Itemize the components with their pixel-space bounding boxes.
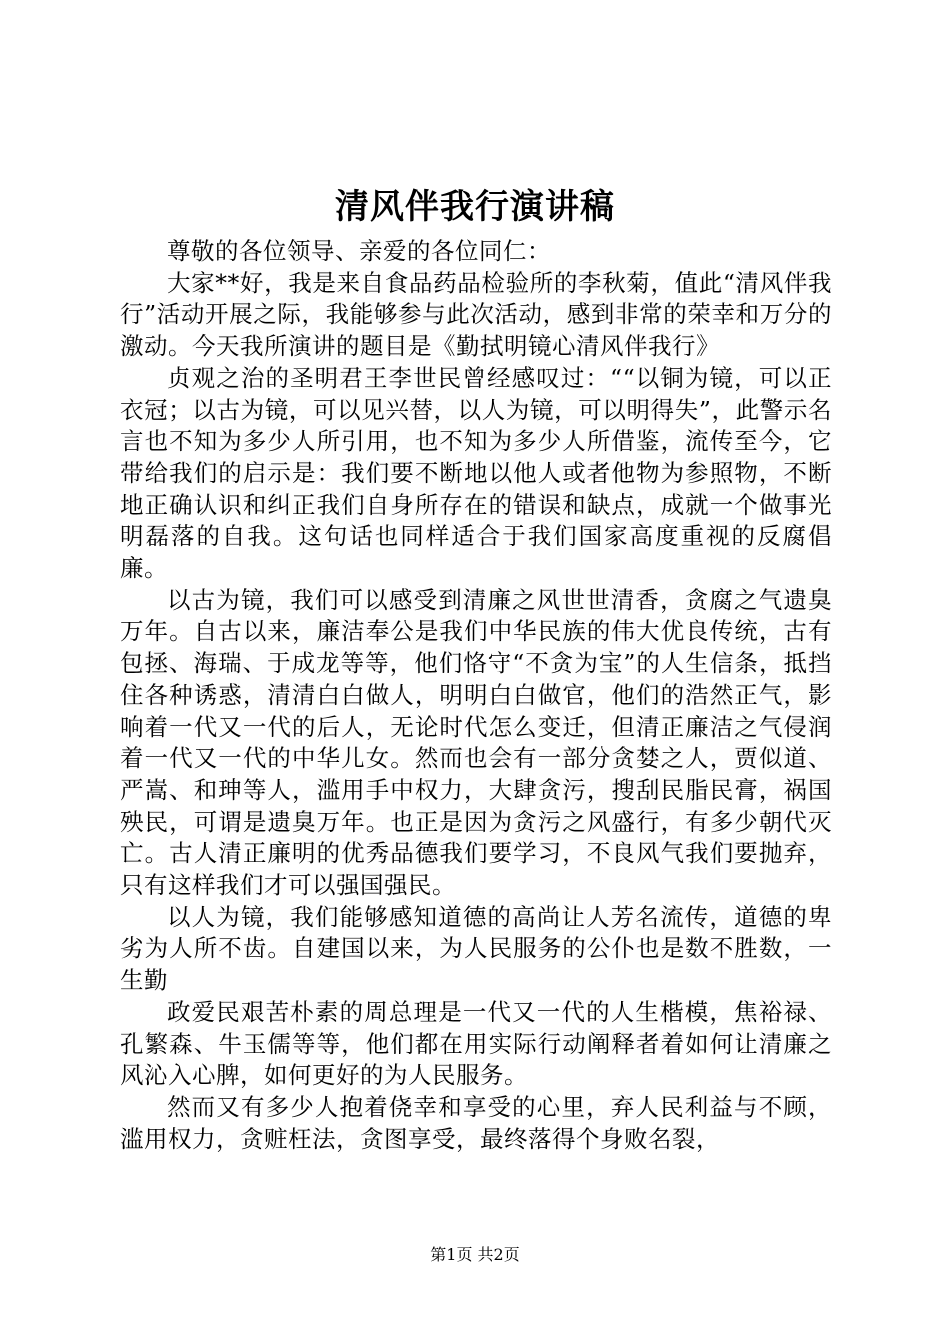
paragraph-history-mirror: 以古为镜，我们可以感受到清廉之风世世清香，贪腐之气遗臭万年。自古以来，廉洁奉公是我们中华民族的伟大优良传统，古有包拯、海瑞、于成龙等等，他们恪守“不贪为宝”的人生信条，抵挡住各种诱惑，清清白白做人，明明白白做官，他们的浩然正气，影响着一代又一代的后人，无论时代怎么变迁，但清正廉洁之气侵润着一代又一代的中华儿女。然而也会有一部分贪婪之人，贾似道、严嵩、和珅等人，滥用手中权力，大肆贪污，搜刮民脂民膏，祸国殃民，可谓是遗臭万年。也正是因为贪污之风盛行，有多少朝代灭亡。古人清正廉明的优秀品德我们要学习，不良风气我们要抛弃，只有这样我们才可以强国强民。	[120, 585, 832, 900]
paragraph-role-models: 政爱民艰苦朴素的周总理是一代又一代的人生楷模，焦裕禄、孔繁森、牛玉儒等等，他们都在用实际行动阐释者着如何让清廉之风沁入心脾，如何更好的为人民服务。	[120, 997, 832, 1090]
paragraph-intro: 大家**好，我是来自食品药品检验所的李秋菊，值此“清风伴我行”活动开展之际，我能够参与此次活动，感到非常的荣幸和万分的激动。今天我所演讲的题目是《勤拭明镜心清风伴我行》	[120, 268, 832, 361]
paragraph-people-mirror: 以人为镜，我们能够感知道德的高尚让人芳名流传，道德的卑劣为人所不齿。自建国以来，为人民服务的公仆也是数不胜数，一生勤	[120, 902, 832, 995]
paragraph-quote: 贞观之治的圣明君王李世民曾经感叹过：““以铜为镜，可以正衣冠；以古为镜，可以见兴替，以人为镜，可以明得失”，此警示名言也不知为多少人所引用，也不知为多少人所借鉴，流传至今，它带给我们的启示是：我们要不断地以他人或者他物为参照物，不断地正确认识和纠正我们自身所存在的错误和缺点，成就一个做事光明磊落的自我。这句话也同样适合于我们国家高度重视的反腐倡廉。	[120, 363, 832, 583]
paragraph-salutation: 尊敬的各位领导、亲爱的各位同仁：	[167, 237, 551, 265]
document-title: 清风伴我行演讲稿	[335, 187, 615, 227]
paragraph-warning: 然而又有多少人抱着侥幸和享受的心里，弃人民利益与不顾，滥用权力，贪赃枉法，贪图享受，最终落得个身败名裂，	[120, 1092, 832, 1153]
page-footer: 第1页 共2页	[430, 1245, 520, 1264]
document-body	[120, 236, 832, 1155]
